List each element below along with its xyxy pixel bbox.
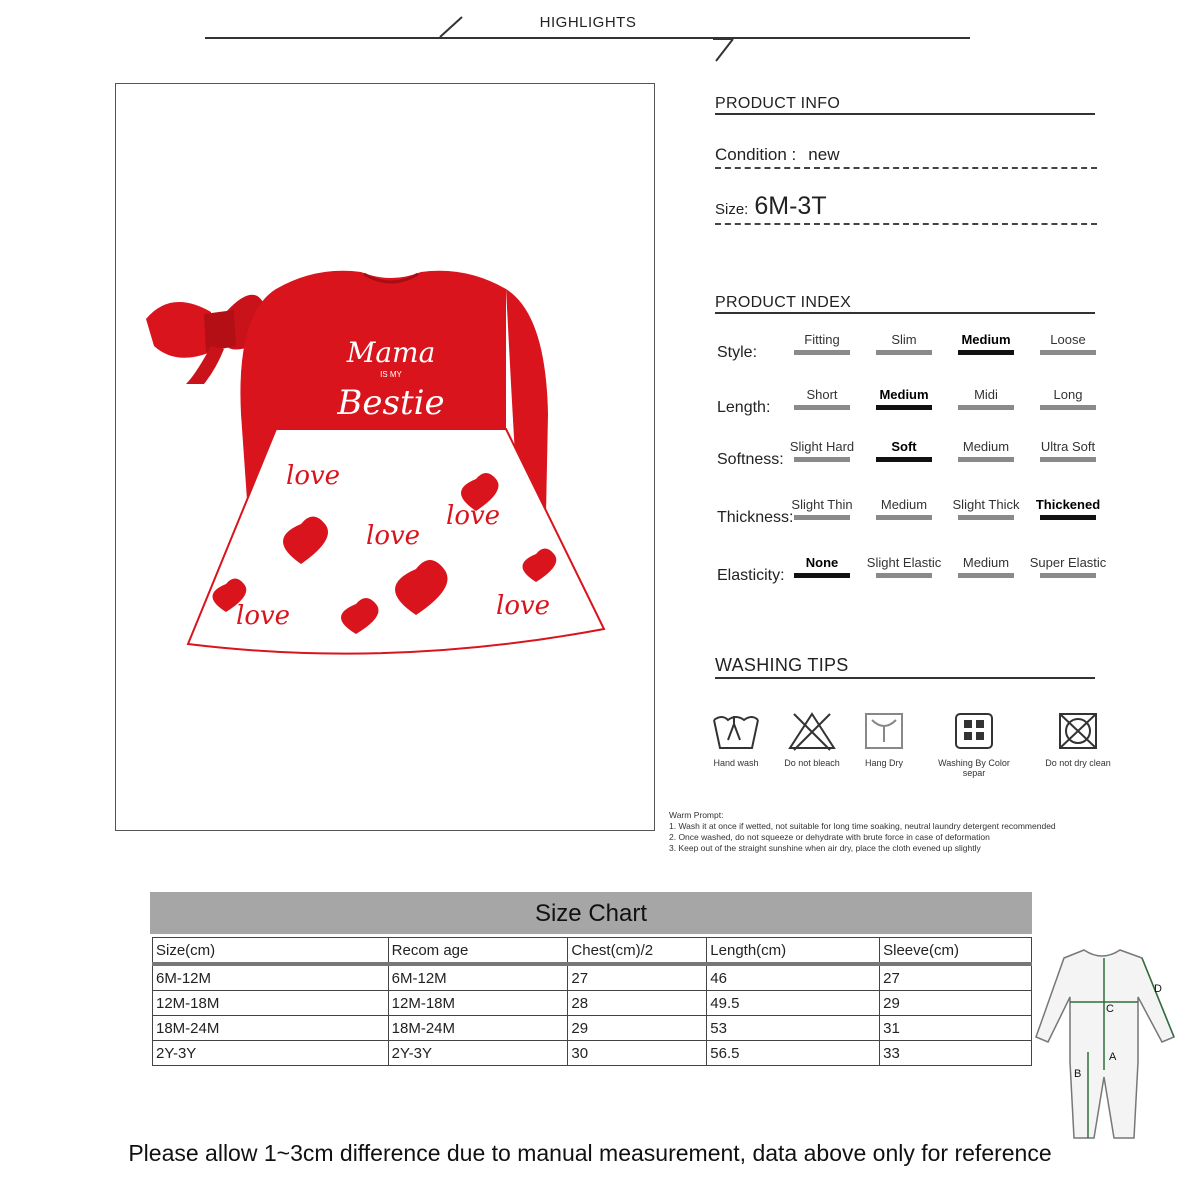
option-bar	[876, 515, 932, 520]
index-option-label: Fitting	[804, 332, 840, 347]
selected-bar	[794, 573, 850, 578]
product-info-title: PRODUCT INFO	[715, 95, 841, 112]
product-photo	[115, 83, 655, 831]
index-option-label: Loose	[1050, 332, 1086, 347]
index-option	[782, 387, 862, 410]
index-option	[1028, 439, 1108, 462]
table-cell: 33	[880, 1041, 1032, 1066]
selected-bar	[1040, 515, 1096, 520]
table-header-row	[153, 938, 1032, 965]
table-cell: 2Y-3Y	[153, 1041, 389, 1066]
wash-label: Do not dry clean	[1045, 758, 1111, 768]
table-cell: 49.5	[707, 991, 880, 1016]
warm-prompt	[669, 810, 1189, 854]
index-option-label: Soft	[891, 439, 917, 454]
table-cell: 29	[568, 1016, 707, 1041]
index-option	[946, 332, 1026, 355]
print-is-my: IS MY	[380, 370, 402, 379]
index-option-label: Medium	[962, 555, 1010, 570]
table-cell: 29	[880, 991, 1032, 1016]
option-bar	[1040, 405, 1096, 410]
wash-label: Washing By Color separ	[938, 758, 1010, 778]
romper-measurement-diagram	[1034, 942, 1184, 1142]
table-cell: 6M-12M	[388, 964, 568, 991]
index-option-label: Thickened	[1035, 497, 1101, 512]
index-option-label: Medium	[879, 387, 929, 402]
index-option	[946, 497, 1026, 520]
product-index-rule	[715, 312, 1095, 314]
table-row	[153, 1016, 1032, 1041]
wash-label: Hang Dry	[864, 758, 903, 768]
index-option	[946, 555, 1026, 578]
hand-wash-icon	[710, 710, 762, 752]
index-option-label: Slight Hard	[789, 439, 855, 454]
table-row	[153, 1041, 1032, 1066]
col-size: Size(cm)	[153, 938, 389, 965]
size-row	[715, 192, 1097, 225]
option-bar	[1040, 350, 1096, 355]
svg-text:love: love	[496, 591, 551, 621]
header-slash-decor	[438, 15, 738, 63]
index-option	[946, 387, 1026, 410]
table-cell: 27	[880, 964, 1032, 991]
diagram-label-b: B	[1074, 1068, 1082, 1080]
washing-tips-rule	[715, 677, 1095, 679]
selected-bar	[876, 457, 932, 462]
option-bar	[958, 515, 1014, 520]
index-option	[782, 555, 862, 578]
no-dry-clean-icon	[1052, 710, 1104, 752]
index-option-label: Slight Thick	[952, 497, 1020, 512]
col-chest: Chest(cm)/2	[568, 938, 707, 965]
option-bar	[958, 573, 1014, 578]
index-option	[864, 497, 944, 520]
table-cell: 18M-24M	[153, 1016, 389, 1041]
table-cell: 46	[707, 964, 880, 991]
warm-prompt-line: 2. Once washed, do not squeeze or dehydrate with brute force in case of deformation	[669, 832, 990, 842]
index-option	[1028, 387, 1108, 410]
highlights-title: HIGHLIGHTS	[539, 14, 637, 31]
hang-dry-icon	[858, 710, 910, 752]
index-option	[782, 497, 862, 520]
diagram-label-d: D	[1154, 983, 1162, 995]
wash-item-hang-dry	[836, 710, 932, 768]
washing-tips-title: WASHING TIPS	[715, 655, 849, 675]
svg-text:love: love	[236, 601, 291, 631]
table-cell: 30	[568, 1041, 707, 1066]
svg-text:love: love	[446, 501, 501, 531]
index-option	[864, 439, 944, 462]
print-bestie: Bestie	[337, 383, 445, 423]
selected-bar	[958, 350, 1014, 355]
no-bleach-icon	[786, 710, 838, 752]
option-bar	[794, 515, 850, 520]
table-row	[153, 991, 1032, 1016]
table-cell: 28	[568, 991, 707, 1016]
index-row-label: Softness:	[717, 451, 784, 468]
table-cell: 2Y-3Y	[388, 1041, 568, 1066]
table-cell: 12M-18M	[388, 991, 568, 1016]
index-option-label: None	[805, 555, 839, 570]
svg-text:love: love	[366, 521, 421, 551]
product-index-title: PRODUCT INDEX	[715, 294, 852, 311]
condition-row	[715, 145, 1097, 169]
index-option-label: Slim	[891, 332, 917, 347]
option-bar	[876, 350, 932, 355]
index-option	[864, 387, 944, 410]
index-option-label: Short	[806, 387, 838, 402]
index-option	[1028, 555, 1108, 578]
index-option	[782, 439, 862, 462]
col-sleeve: Sleeve(cm)	[880, 938, 1032, 965]
wash-label: Do not bleach	[784, 758, 840, 768]
index-option-label: Slight Thin	[791, 497, 853, 512]
size-chart-title: Size Chart	[150, 892, 1032, 934]
option-bar	[794, 350, 850, 355]
index-option	[1028, 332, 1108, 355]
col-recom-age: Recom age	[388, 938, 568, 965]
index-option-label: Midi	[974, 387, 998, 402]
index-option-label: Medium	[962, 439, 1010, 454]
option-bar	[876, 573, 932, 578]
index-option	[864, 332, 944, 355]
table-cell: 12M-18M	[153, 991, 389, 1016]
table-cell: 6M-12M	[153, 964, 389, 991]
option-bar	[794, 405, 850, 410]
index-option	[782, 332, 862, 355]
index-row-label: Thickness:	[717, 509, 794, 526]
index-option	[1028, 497, 1108, 520]
color-separate-icon	[948, 710, 1000, 752]
index-row-label: Style:	[717, 344, 758, 361]
option-bar	[1040, 457, 1096, 462]
product-info-rule	[715, 113, 1095, 115]
warm-prompt-line: 1. Wash it at once if wetted, not suitable for long time soaking, neutral laundry detergent recommended	[669, 821, 1056, 831]
size-value: 6M-3T	[754, 192, 827, 220]
index-option-label: Medium	[880, 497, 928, 512]
table-cell: 27	[568, 964, 707, 991]
svg-text:love: love	[286, 461, 341, 491]
index-option-label: Medium	[961, 332, 1011, 347]
table-row	[153, 964, 1032, 991]
wash-item-no-dry-clean	[1030, 710, 1126, 768]
warm-prompt-line: 3. Keep out of the straight sunshine when air dry, place the cloth evened up slightly	[669, 843, 981, 853]
index-option-label: Long	[1053, 387, 1083, 402]
option-bar	[958, 405, 1014, 410]
diagram-label-a: A	[1109, 1051, 1117, 1063]
table-cell: 56.5	[707, 1041, 880, 1066]
warm-prompt-title: Warm Prompt:	[669, 810, 724, 820]
index-option-label: Ultra Soft	[1040, 439, 1096, 454]
index-option-label: Super Elastic	[1029, 555, 1107, 570]
table-cell: 18M-24M	[388, 1016, 568, 1041]
measurement-note: Please allow 1~3cm difference due to manual measurement, data above only for reference	[128, 1140, 1052, 1166]
diagram-label-c: C	[1106, 1003, 1114, 1015]
dress-illustration	[116, 84, 654, 830]
index-option-label: Slight Elastic	[866, 555, 942, 570]
print-mama: Mama	[346, 336, 436, 369]
wash-label: Hand wash	[713, 758, 759, 768]
col-length: Length(cm)	[707, 938, 880, 965]
table-cell: 53	[707, 1016, 880, 1041]
option-bar	[794, 457, 850, 462]
table-cell: 31	[880, 1016, 1032, 1041]
option-bar	[958, 457, 1014, 462]
condition-label: Condition :	[715, 145, 797, 164]
index-option	[864, 555, 944, 578]
index-row-label: Elasticity:	[717, 567, 785, 584]
index-row-label: Length:	[717, 399, 771, 416]
option-bar	[1040, 573, 1096, 578]
wash-item-color-separate	[926, 710, 1022, 778]
size-chart-table	[152, 937, 1032, 1066]
size-label: Size:	[715, 201, 749, 218]
index-option	[946, 439, 1026, 462]
condition-value: new	[808, 145, 840, 164]
selected-bar	[876, 405, 932, 410]
